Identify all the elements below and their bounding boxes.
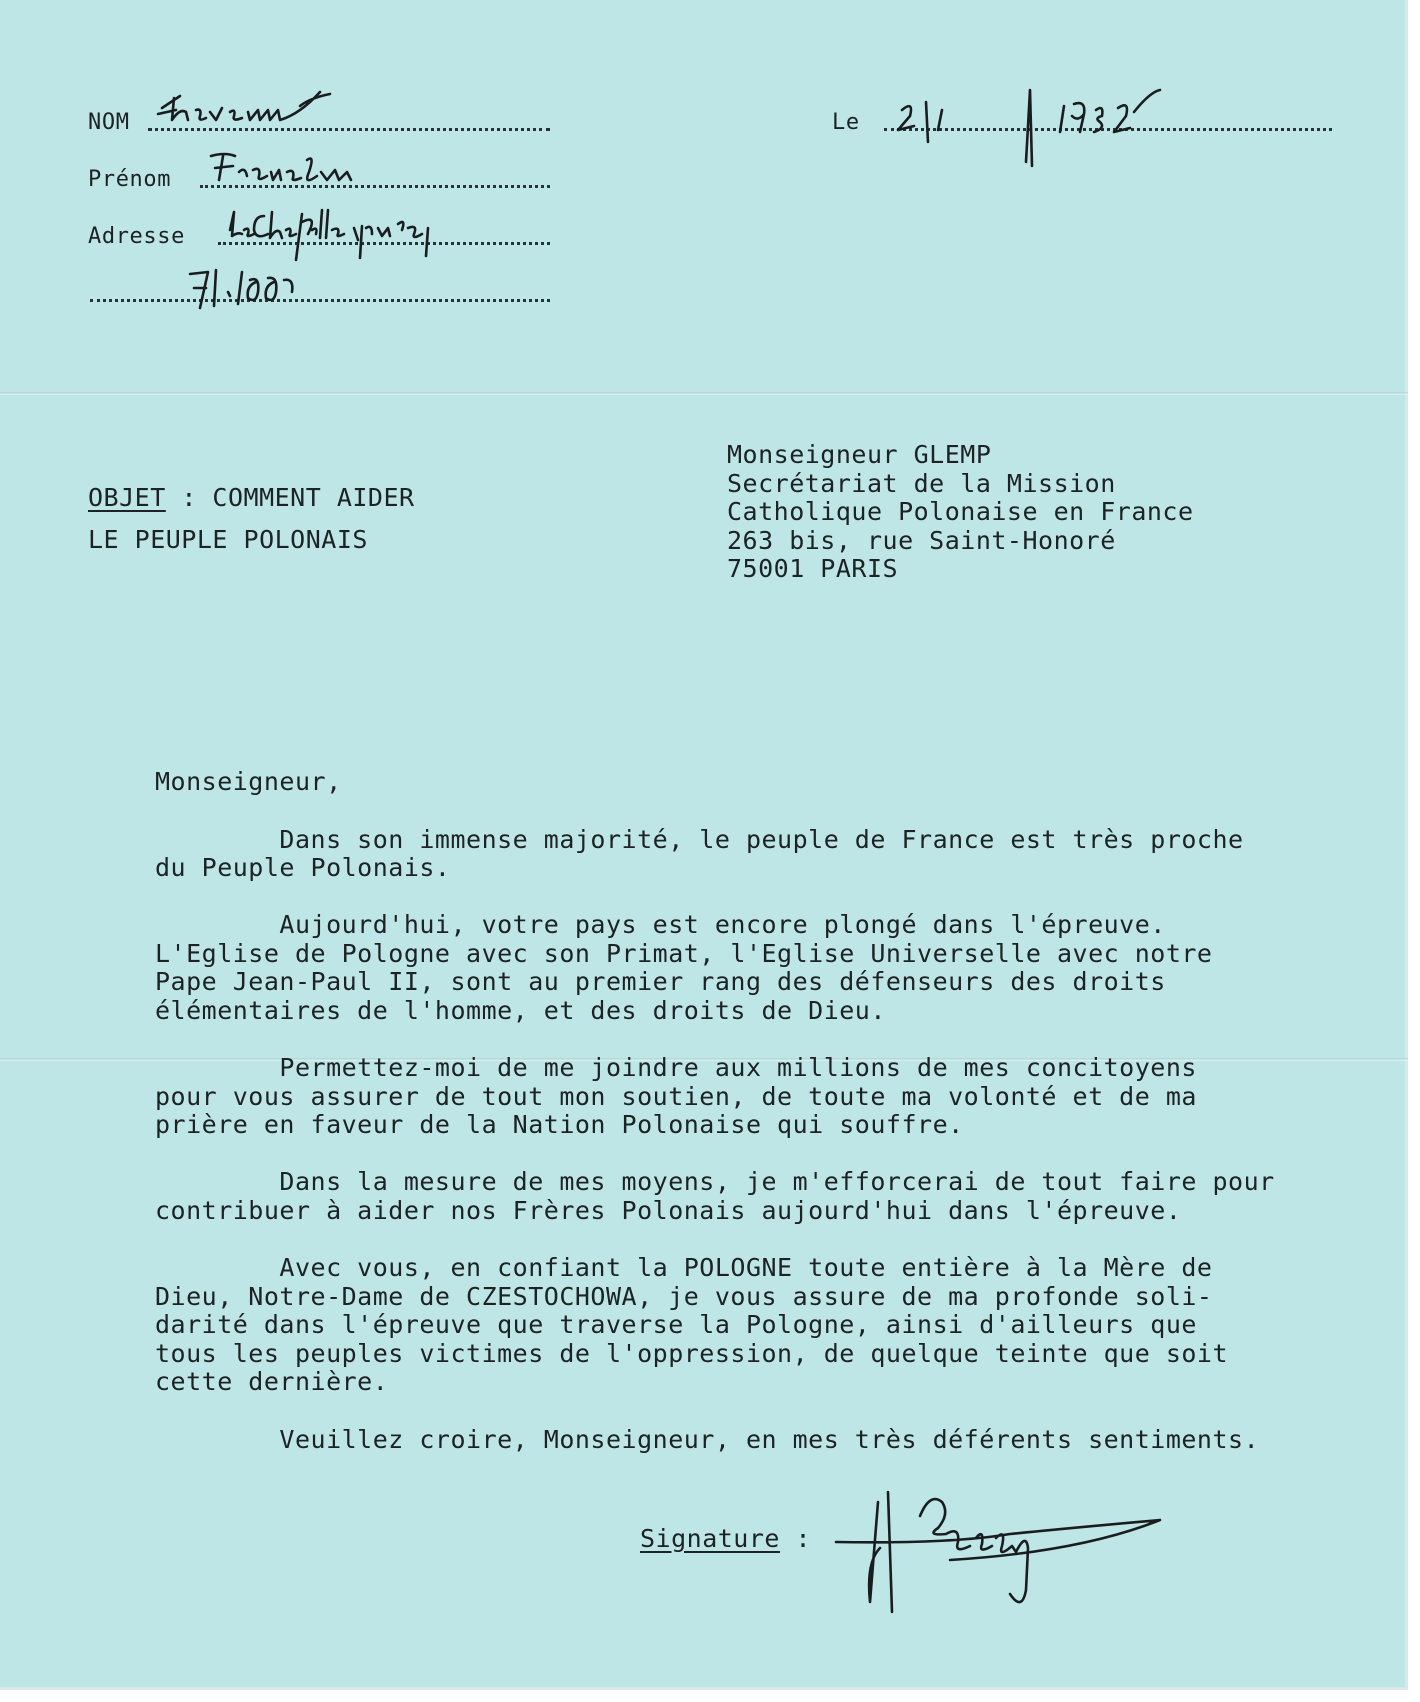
postal-code-handwriting — [186, 258, 316, 318]
body-line: Aujourd'hui, votre pays est encore plongé dans l'épreuve. — [155, 910, 1166, 939]
nom-handwriting — [150, 84, 360, 134]
adresse-handwriting — [222, 200, 522, 264]
recipient-line: Secrétariat de la Mission — [727, 469, 1116, 498]
adresse-label: Adresse — [88, 224, 185, 249]
paper-fold — [0, 392, 1408, 395]
subject-label: OBJET — [88, 483, 166, 512]
body-line: Dieu, Notre-Dame de CZESTOCHOWA, je vous assure de ma profonde soli- — [155, 1282, 1213, 1311]
signature-colon: : — [779, 1524, 812, 1553]
prenom-handwriting — [205, 146, 395, 192]
body-line: élémentaires de l'homme, et des droits de Dieu. — [155, 996, 886, 1025]
city-dotted-line — [90, 299, 550, 302]
body-line: contribuer à aider nos Frères Polonais aujourd'hui dans l'épreuve. — [155, 1196, 1182, 1225]
body-line: pour vous assurer de tout mon soutien, de toute ma volonté et de ma — [155, 1082, 1197, 1111]
body-line: Permettez-moi de me joindre aux millions de mes concitoyens — [155, 1053, 1197, 1082]
body-line: cette dernière. — [155, 1367, 389, 1396]
body-line: darité dans l'épreuve que traverse la Pologne, ainsi d'ailleurs que — [155, 1310, 1197, 1339]
signature-row — [640, 1524, 811, 1553]
recipient-line: Monseigneur GLEMP — [727, 440, 992, 469]
recipient-line: Catholique Polonaise en France — [727, 497, 1194, 526]
signature-label: Signature — [640, 1524, 780, 1553]
date-handwriting — [888, 82, 1148, 172]
subject-line-2: LE PEUPLE POLONAIS — [88, 525, 368, 554]
body-line: Avec vous, en confiant la POLOGNE toute entière à la Mère de — [155, 1253, 1213, 1282]
salutation: Monseigneur, — [155, 767, 342, 796]
body-line: Dans son immense majorité, le peuple de France est très proche — [155, 825, 1244, 854]
handwritten-signature — [830, 1462, 1170, 1622]
nom-label: NOM — [88, 110, 130, 135]
body-line: tous les peuples victimes de l'oppression, de quelque teinte que soit — [155, 1339, 1229, 1368]
body-line: Dans la mesure de mes moyens, je m'efforcerai de tout faire pour — [155, 1167, 1275, 1196]
body-line: L'Eglise de Pologne avec son Primat, l'Eglise Universelle avec notre — [155, 939, 1213, 968]
recipient-line: 263 bis, rue Saint-Honoré — [727, 526, 1116, 555]
recipient-line: 75001 PARIS — [727, 554, 899, 583]
body-line: Pape Jean-Paul II, sont au premier rang des défenseurs des droits — [155, 967, 1166, 996]
prenom-label: Prénom — [88, 167, 172, 192]
body-line: Veuillez croire, Monseigneur, en mes très déférents sentiments. — [155, 1425, 1260, 1454]
body-line: prière en faveur de la Nation Polonaise qui souffre. — [155, 1110, 964, 1139]
date-label: Le — [832, 110, 860, 135]
body-line: du Peuple Polonais. — [155, 853, 451, 882]
subject-line-1 — [88, 483, 415, 512]
subject-text: : COMMENT AIDER — [165, 483, 415, 512]
